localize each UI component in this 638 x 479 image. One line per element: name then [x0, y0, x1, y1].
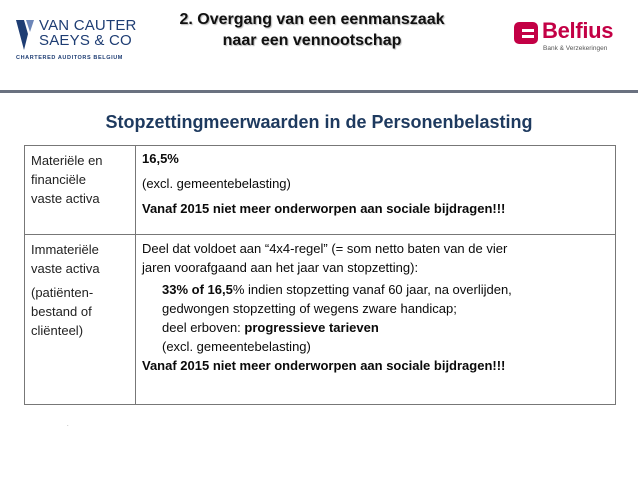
van-cauter-name: [39, 18, 137, 48]
row-label-line: vaste activa: [31, 191, 100, 206]
header-divider: [0, 90, 638, 93]
row-label-line: financiële: [31, 172, 86, 187]
note-text: (excl. gemeentebelasting): [142, 176, 291, 191]
row-label-line: (patiënten-: [31, 285, 94, 300]
belfius-subtitle: Bank & Verzekeringen: [543, 45, 608, 52]
row-label: [25, 235, 136, 405]
belfius-mark-icon: [514, 22, 538, 44]
note-text: (excl. gemeentebelasting): [162, 339, 311, 354]
section-title-line2: naar een vennootschap: [222, 32, 402, 49]
row-content: [136, 235, 616, 405]
table-row: [25, 235, 616, 405]
rate-bold-text: 33% of 16,5: [162, 282, 233, 297]
intro-text: Deel dat voldoet aan “4x4-regel” (= som netto baten van de vier: [142, 241, 508, 256]
belfius-name: Belfius: [542, 18, 614, 43]
rate-text: 16,5%: [142, 151, 179, 166]
rate-line2: gedwongen stopzetting of wegens zware handicap;: [162, 301, 457, 316]
progressive-text: progressieve tarieven: [244, 320, 379, 335]
rate-rest-text: % indien stopzetting vanaf 60 jaar, na overlijden,: [232, 282, 512, 297]
row-label-line: Immateriële: [31, 242, 99, 257]
row-label-line: bestand of: [31, 304, 92, 319]
warning-text: Vanaf 2015 niet meer onderworpen aan sociale bijdragen!!!: [142, 358, 506, 373]
progressive-line: [142, 318, 609, 337]
tax-table: [24, 145, 616, 405]
section-title: [142, 9, 482, 51]
slide-header: [0, 0, 638, 90]
belfius-logo: [514, 20, 630, 62]
page-title: Stopzettingmeerwaarden in de Personenbelasting: [105, 112, 533, 132]
rate-line: [142, 280, 609, 299]
row-label: [25, 146, 136, 235]
intro-text: jaren voorafgaand aan het jaar van stopzetting):: [142, 260, 419, 275]
van-cauter-line1: VAN CAUTER: [39, 17, 137, 34]
van-cauter-subtitle: CHARTERED AUDITORS BELGIUM: [16, 55, 123, 61]
footer-mark: .: [67, 422, 69, 428]
van-cauter-logo: [16, 17, 137, 74]
row-label-line: Materiële en: [31, 153, 103, 168]
else-prefix-text: deel erboven:: [162, 320, 245, 335]
section-title-line1: 2. Overgang van een eenmanszaak: [179, 11, 445, 28]
table-row: [25, 146, 616, 235]
warning-text: Vanaf 2015 niet meer onderworpen aan sociale bijdragen!!!: [142, 201, 506, 216]
row-label-line: vaste activa: [31, 261, 100, 276]
row-content: [136, 146, 616, 235]
van-cauter-mark-icon: [16, 20, 34, 50]
van-cauter-line2: SAEYS & CO: [39, 32, 132, 49]
row-label-line: cliënteel): [31, 323, 84, 338]
